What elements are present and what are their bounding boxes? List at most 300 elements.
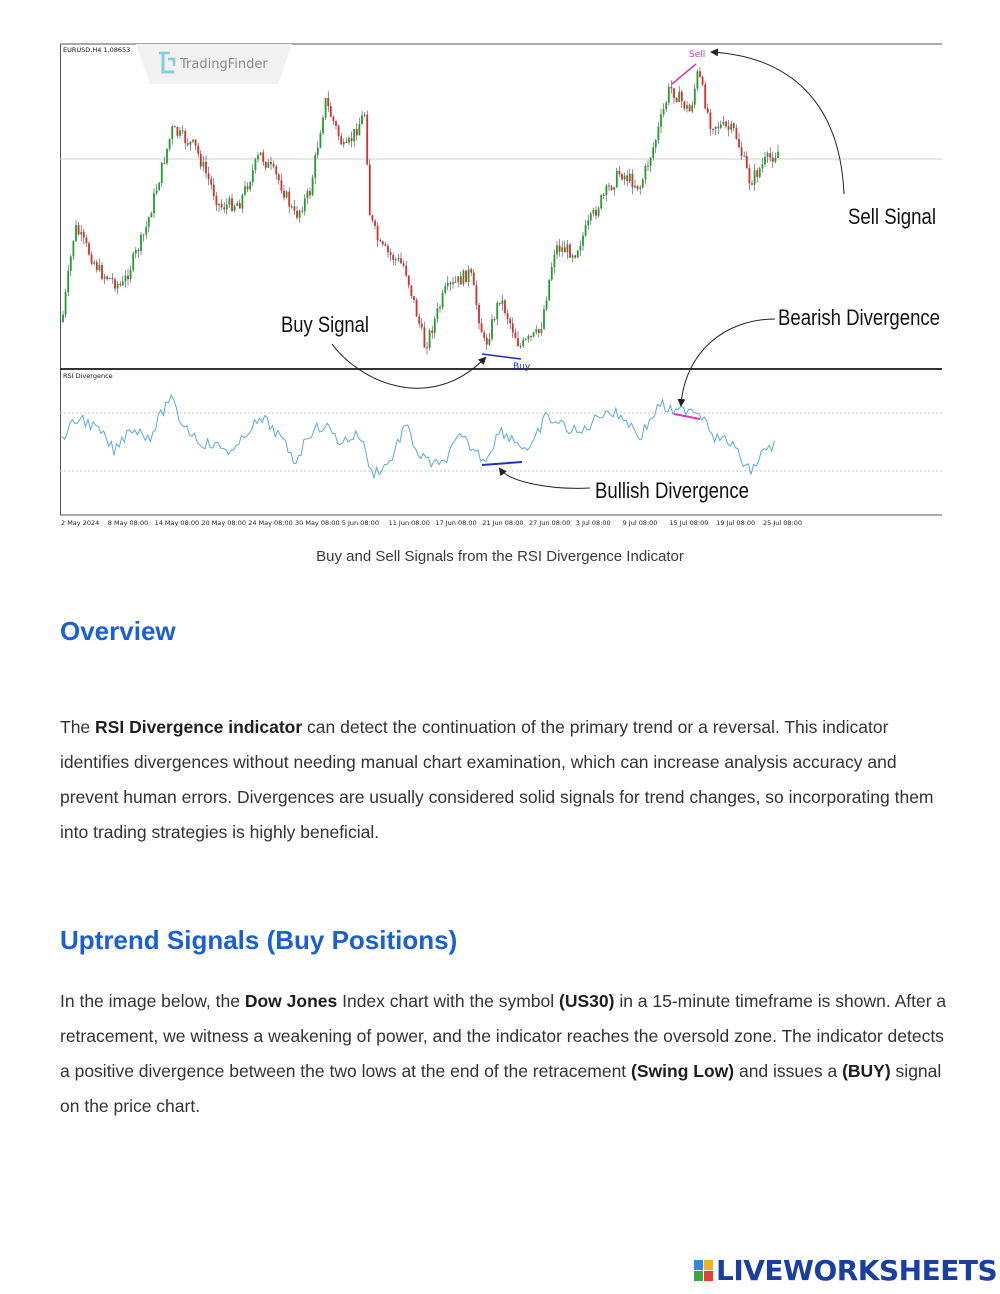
candle-body: [520, 346, 522, 347]
bearish-divergence-label: Bearish Divergence: [778, 305, 940, 330]
overview-bold-term: RSI Divergence indicator: [95, 717, 303, 737]
candle-body: [148, 217, 150, 227]
candle-body: [725, 122, 727, 127]
candle-body: [372, 215, 374, 220]
candle-body: [395, 259, 397, 260]
overview-text-start: The: [60, 717, 96, 737]
candle-body: [78, 225, 80, 234]
price-rsi-chart: [60, 42, 942, 532]
candle-body: [166, 149, 168, 164]
candle-body: [413, 296, 415, 300]
candle-body: [325, 98, 327, 118]
candle-body: [525, 339, 527, 340]
candle-body: [595, 210, 597, 216]
candle-body: [265, 162, 267, 168]
candle-body: [270, 162, 272, 164]
buy-signal-arrow: [332, 344, 485, 388]
x-tick-label: 9 Jul 08:00: [622, 519, 658, 527]
candle-body: [608, 185, 610, 186]
candle-body: [509, 319, 511, 324]
candle-body: [145, 227, 147, 235]
candle-body: [577, 251, 579, 258]
candle-body: [140, 235, 142, 251]
candle-body: [624, 176, 626, 180]
candle-body: [221, 204, 223, 208]
x-tick-label: 27 Jun 08:00: [529, 519, 571, 527]
candle-body: [210, 179, 212, 185]
candle-body: [606, 185, 608, 194]
candle-body: [392, 255, 394, 260]
x-tick-label: 30 May 08:00: [295, 519, 340, 527]
candle-body: [728, 126, 730, 129]
candle-body: [658, 127, 660, 140]
candle-body: [694, 89, 696, 105]
bullish-divergence-label: Bullish Divergence: [595, 478, 749, 503]
candle-body: [184, 131, 186, 143]
symbol-label: EURUSD,H4 1.08653: [63, 46, 131, 54]
candle-body: [699, 71, 701, 77]
chart-figure: [60, 42, 942, 532]
uptrend-bold-4: (BUY): [842, 1061, 891, 1081]
candle-body: [359, 124, 361, 135]
figure-caption: Buy and Sell Signals from the RSI Divergence Indicator: [316, 548, 684, 565]
candle-body: [301, 211, 303, 212]
candle-body: [769, 153, 771, 157]
candle-body: [723, 122, 725, 124]
candle-body: [356, 129, 358, 135]
candle-body: [483, 332, 485, 337]
tradingfinder-watermark: [136, 44, 292, 84]
candle-body: [652, 147, 654, 157]
candle-body: [613, 187, 615, 190]
candle-body: [543, 309, 545, 328]
candle-body: [746, 156, 748, 168]
candle-body: [621, 174, 623, 179]
candle-body: [502, 300, 504, 304]
candle-body: [455, 282, 457, 283]
candle-body: [561, 247, 563, 251]
overview-text-rest: can detect the continuation of the primary trend or a reversal. This indicator identifies divergences without needing manual chart examination, which can increase analysis accuracy and prevent human errors. Divergences are usually considered solid signals for trend changes, so incorporating them into trading strategies is highly beneficial.: [60, 717, 934, 842]
x-tick-label: 24 May 08:00: [248, 519, 293, 527]
candle-body: [106, 277, 108, 279]
candle-body: [437, 308, 439, 319]
uptrend-heading: Uptrend Signals (Buy Positions): [60, 925, 458, 955]
candle-body: [353, 129, 355, 141]
liveworksheets-logo-icon: [694, 1260, 713, 1281]
candle-body: [143, 235, 145, 236]
candle-body: [281, 180, 283, 190]
candle-body: [512, 323, 514, 332]
candle-body: [759, 168, 761, 177]
candle-body: [236, 203, 238, 206]
candle-body: [736, 128, 738, 139]
candle-body: [304, 198, 306, 211]
candle-body: [195, 140, 197, 146]
candle-body: [762, 164, 764, 168]
candle-body: [169, 139, 171, 149]
candle-body: [447, 283, 449, 286]
candle-body: [473, 273, 475, 286]
candle-body: [99, 265, 101, 270]
candle-body: [702, 77, 704, 85]
buy-divergence-price-line: [482, 354, 521, 359]
candle-body: [767, 153, 769, 157]
buy-signal-label: Buy Signal: [281, 312, 369, 337]
candle-body: [611, 186, 613, 189]
candle-body: [197, 146, 199, 154]
candle-body: [400, 258, 402, 263]
candle-body: [569, 244, 571, 257]
candle-body: [340, 136, 342, 144]
candle-body: [320, 133, 322, 147]
candle-body: [582, 236, 584, 246]
candle-body: [598, 208, 600, 215]
candle-body: [366, 115, 368, 165]
candle-body: [450, 283, 452, 284]
candle-body: [296, 211, 298, 218]
uptrend-bold-1: Dow Jones: [244, 991, 338, 1011]
rsi-line: [62, 395, 774, 478]
candle-body: [249, 182, 251, 189]
candle-body: [470, 269, 472, 272]
x-tick-label: 15 Jul 08:00: [669, 519, 709, 527]
candle-body: [665, 103, 667, 109]
candle-body: [346, 142, 348, 143]
candle-body: [678, 92, 680, 102]
candle-body: [398, 258, 400, 259]
sell-marker: Sell: [689, 50, 706, 60]
candle-body: [130, 270, 132, 279]
candle-body: [182, 130, 184, 131]
candle-body: [104, 277, 106, 279]
candle-body: [262, 152, 264, 161]
candle-body: [533, 332, 535, 336]
indicator-label: RSI Divergence: [63, 372, 113, 380]
candle-body: [309, 191, 311, 195]
watermark-text: TradingFinder: [180, 57, 268, 72]
candle-body: [486, 338, 488, 345]
candle-body: [164, 163, 166, 164]
candle-body: [268, 162, 270, 168]
candle-body: [494, 319, 496, 320]
candle-body: [616, 171, 618, 188]
candle-body: [434, 319, 436, 333]
candle-body: [639, 188, 641, 189]
candle-body: [642, 180, 644, 188]
candle-body: [710, 112, 712, 129]
candle-body: [548, 280, 550, 301]
candle-body: [161, 163, 163, 183]
uptrend-text-4: and issues a: [734, 1061, 843, 1081]
candle-body: [481, 323, 483, 332]
x-tick-label: 8 May 08:00: [107, 519, 149, 527]
candle-body: [452, 282, 454, 284]
candle-body: [335, 121, 337, 126]
x-tick-label: 5 Jun 08:00: [341, 519, 379, 527]
candle-body: [231, 198, 233, 210]
candle-body: [515, 333, 517, 339]
candle-body: [135, 250, 137, 254]
candle-body: [775, 158, 777, 162]
candle-body: [73, 241, 75, 257]
candle-body: [603, 195, 605, 196]
x-axis-ticks: [61, 519, 802, 527]
candle-body: [535, 329, 537, 332]
candle-body: [234, 206, 236, 211]
candle-body: [468, 269, 470, 282]
candle-body: [294, 206, 296, 210]
candle-body: [278, 175, 280, 181]
uptrend-text-5: signal on the price chart.: [60, 1061, 942, 1116]
candle-body: [585, 225, 587, 235]
x-tick-label: 3 Jul 08:00: [575, 519, 611, 527]
x-tick-label: 20 May 08:00: [201, 519, 246, 527]
candle-body: [255, 159, 257, 170]
candle-body: [556, 245, 558, 254]
candle-body: [689, 105, 691, 111]
candle-body: [226, 205, 228, 210]
candle-body: [75, 225, 77, 241]
candle-body: [112, 278, 114, 279]
candle-body: [504, 300, 506, 313]
bearish-divergence-arrow: [681, 319, 775, 405]
candle-body: [80, 232, 82, 234]
candle-body: [741, 147, 743, 155]
candle-body: [530, 336, 532, 337]
buy-marker: Buy: [513, 362, 531, 372]
candle-body: [405, 266, 407, 276]
candle-body: [499, 303, 501, 304]
candle-body: [327, 98, 329, 106]
candle-body: [465, 271, 467, 283]
candle-body: [632, 174, 634, 188]
candle-body: [733, 124, 735, 128]
candle-body: [361, 115, 363, 124]
candle-body: [517, 338, 519, 346]
candle-body: [574, 255, 576, 257]
candle-body: [403, 263, 405, 266]
candle-body: [283, 191, 285, 198]
candle-body: [101, 265, 103, 279]
candle-body: [650, 158, 652, 166]
candle-body: [522, 340, 524, 346]
candle-body: [70, 256, 72, 270]
candle-body: [322, 118, 324, 134]
liveworksheets-logo[interactable]: [694, 1254, 997, 1286]
candle-body: [273, 164, 275, 166]
candle-body: [286, 192, 288, 198]
candle-body: [457, 276, 459, 282]
candle-body: [239, 203, 241, 208]
candle-body: [364, 115, 366, 116]
candle-body: [676, 98, 678, 102]
candle-body: [317, 148, 319, 155]
candle-body: [691, 105, 693, 112]
candle-body: [122, 281, 124, 285]
candle-body: [382, 241, 384, 244]
candle-body: [411, 285, 413, 296]
candle-body: [379, 240, 381, 241]
candle-body: [171, 126, 173, 139]
candle-body: [619, 171, 621, 174]
candle-body: [307, 191, 309, 198]
candle-body: [218, 204, 220, 205]
candle-body: [83, 232, 85, 238]
candle-body: [671, 87, 673, 89]
bullish-divergence-arrow: [500, 469, 590, 488]
candle-body: [216, 196, 218, 205]
candle-body: [756, 170, 758, 177]
candle-body: [109, 278, 111, 279]
candle-body: [707, 108, 709, 112]
candle-body: [190, 142, 192, 145]
candle-body: [684, 101, 686, 108]
candle-body: [600, 195, 602, 209]
uptrend-bold-3: (Swing Low): [631, 1061, 735, 1081]
candle-body: [697, 71, 699, 88]
candle-body: [86, 238, 88, 244]
candle-body: [418, 317, 420, 324]
liveworksheets-logo-text: LIVEWORKSHEETS: [716, 1253, 998, 1287]
candle-body: [151, 213, 153, 217]
candle-body: [88, 243, 90, 254]
candle-body: [138, 250, 140, 251]
candle-body: [312, 178, 314, 196]
candle-body: [426, 347, 428, 348]
candle-body: [179, 130, 181, 135]
candle-body: [257, 155, 259, 159]
candle-body: [424, 327, 426, 347]
candle-body: [117, 284, 119, 289]
x-tick-label: 21 Jun 08:00: [482, 519, 524, 527]
candle-body: [749, 168, 751, 183]
candle-body: [743, 156, 745, 157]
uptrend-text-2: Index chart with the symbol: [337, 991, 560, 1011]
candle-body: [192, 140, 194, 142]
sell-signal-arrow: [712, 52, 844, 194]
candle-body: [314, 155, 316, 178]
candle-body: [127, 276, 129, 280]
candle-body: [291, 206, 293, 207]
candle-body: [528, 336, 530, 339]
candle-body: [93, 262, 95, 263]
candle-body: [730, 124, 732, 130]
candle-body: [200, 154, 202, 167]
candle-body: [223, 207, 225, 209]
candle-body: [385, 244, 387, 246]
uptrend-text-1: In the image below, the: [60, 991, 245, 1011]
candle-body: [330, 106, 332, 117]
overview-paragraph: [60, 710, 950, 850]
candle-body: [114, 279, 116, 288]
candle-body: [67, 271, 69, 292]
candle-body: [62, 315, 64, 322]
candle-body: [663, 109, 665, 114]
candle-body: [247, 186, 249, 189]
uptrend-bold-2: (US30): [559, 991, 615, 1011]
candle-body: [421, 324, 423, 328]
candle-body: [333, 117, 335, 122]
candle-body: [554, 254, 556, 267]
candle-body: [715, 127, 717, 129]
candle-body: [242, 195, 244, 209]
candle-body: [496, 303, 498, 319]
candle-body: [629, 174, 631, 181]
candle-body: [229, 198, 231, 204]
candle-body: [754, 170, 756, 184]
candle-body: [463, 271, 465, 285]
candle-body: [275, 166, 277, 174]
candle-body: [686, 105, 688, 108]
uptrend-text-3: in a 15-minute timeframe is shown. After a retracement, we witness a weakening of power, and the indicator reaches the oversold zone. The indicator detects a positive divergence between the two lows at the end of the retracement: [60, 991, 947, 1081]
candle-body: [343, 142, 345, 144]
candle-body: [681, 92, 683, 102]
candle-body: [645, 166, 647, 180]
x-tick-label: 14 May 08:00: [154, 519, 200, 527]
candle-body: [712, 129, 714, 130]
candle-body: [377, 226, 379, 240]
candle-body: [717, 127, 719, 128]
candle-body: [655, 140, 657, 147]
candle-body: [416, 300, 418, 317]
candle-body: [564, 247, 566, 252]
candle-body: [351, 138, 353, 141]
candle-body: [119, 284, 121, 285]
candle-body: [593, 210, 595, 214]
candle-body: [96, 262, 98, 270]
x-tick-label: 2 May 2024: [61, 519, 100, 527]
candle-body: [647, 166, 649, 167]
candle-body: [369, 164, 371, 215]
candle-body: [590, 213, 592, 220]
candle-body: [132, 254, 134, 270]
candle-body: [288, 192, 290, 207]
x-tick-label: 17 Jun 08:00: [435, 519, 477, 527]
candle-body: [546, 300, 548, 309]
candle-body: [491, 319, 493, 339]
sell-divergence-price-line: [672, 64, 696, 84]
candle-body: [153, 193, 155, 213]
candle-body: [208, 173, 210, 179]
candle-body: [489, 339, 491, 345]
candle-body: [580, 246, 582, 251]
candle-body: [460, 276, 462, 284]
candle-body: [439, 307, 441, 308]
candle-body: [429, 331, 431, 348]
candle-body: [156, 190, 158, 193]
candle-body: [668, 87, 670, 103]
candle-body: [587, 220, 589, 225]
candle-body: [442, 293, 444, 307]
candle-body: [177, 127, 179, 136]
candle-body: [431, 331, 433, 333]
candle-body: [252, 170, 254, 182]
uptrend-paragraph: [60, 984, 950, 1124]
candle-body: [444, 286, 446, 293]
candle-body: [187, 143, 189, 145]
candle-body: [626, 176, 628, 181]
candle-body: [203, 162, 205, 167]
candle-body: [507, 313, 509, 319]
candle-body: [634, 186, 636, 188]
candle-body: [244, 186, 246, 194]
candle-body: [772, 158, 774, 162]
candle-body: [205, 162, 207, 174]
candle-body: [720, 124, 722, 128]
candle-body: [738, 139, 740, 147]
x-tick-label: 11 Jun 08:00: [388, 519, 430, 527]
x-tick-label: 19 Jul 08:00: [716, 519, 756, 527]
